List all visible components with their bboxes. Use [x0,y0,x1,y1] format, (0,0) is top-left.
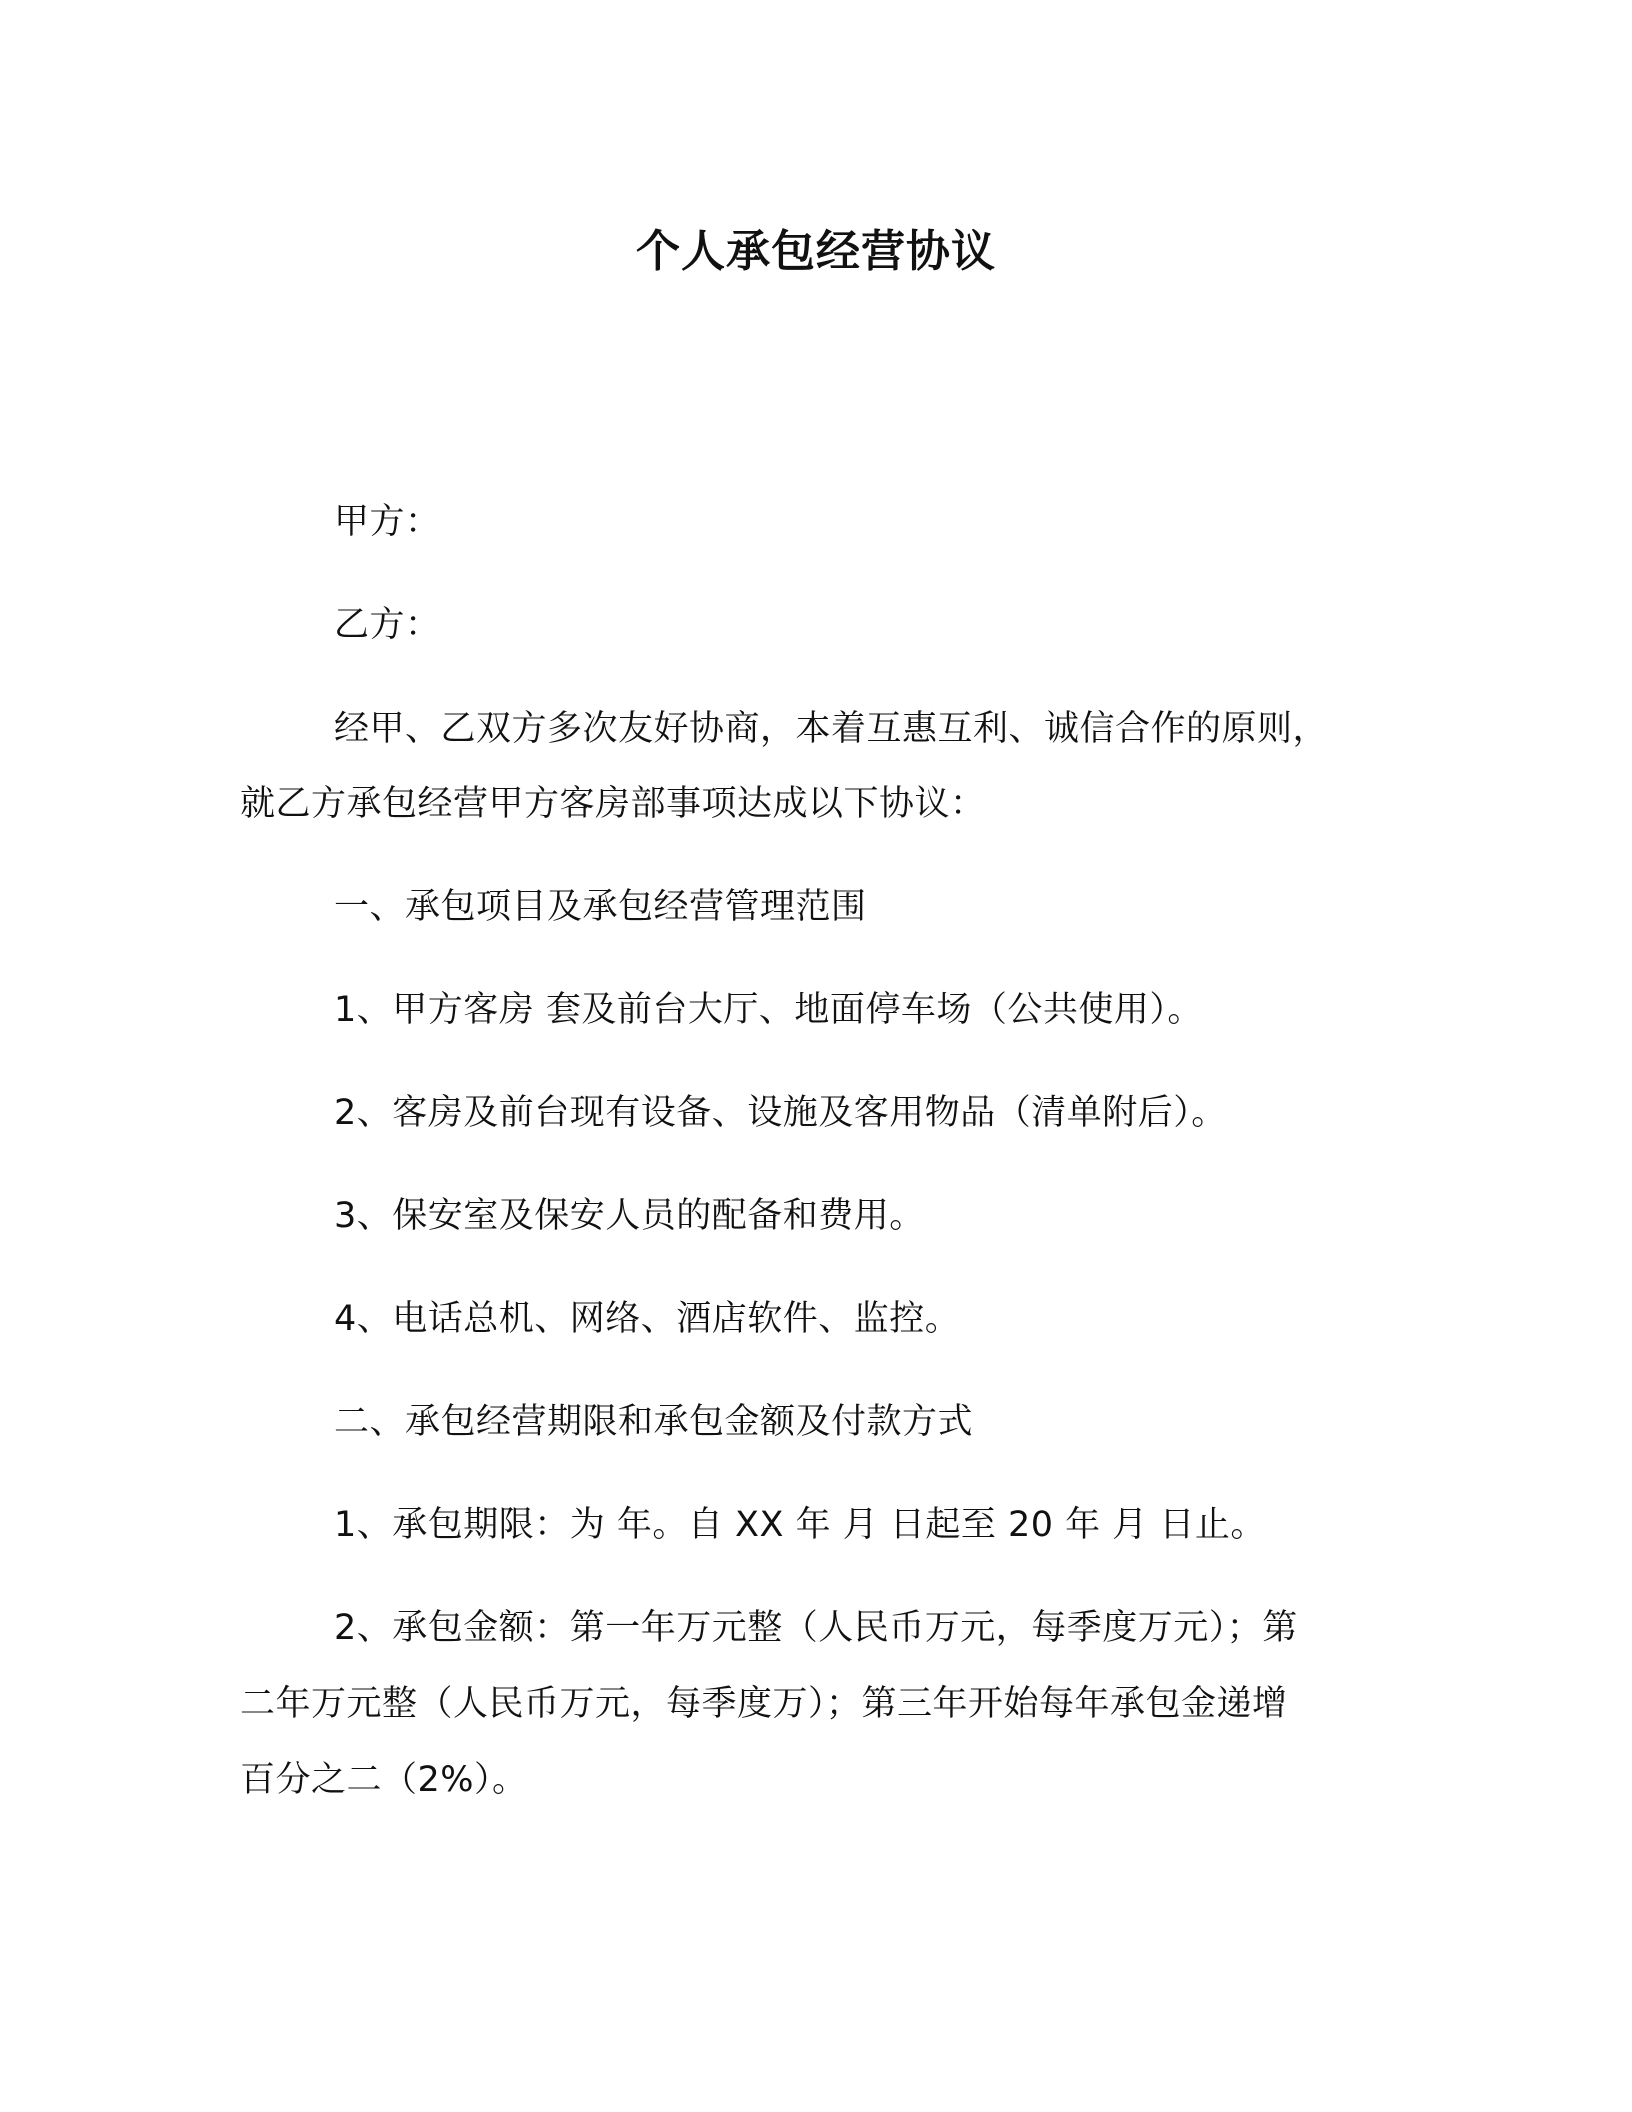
section-2-item-2-line-3: 百分之二（2%）。 [240,1760,528,1800]
section-1-item-2: 2、客房及前台现有设备、设施及客用物品（清单附后）。 [334,1093,1227,1133]
section-2-item-1: 1、承包期限：为 年。自 XX 年 月 日起至 20 年 月 日止。 [334,1505,1266,1545]
intro-paragraph-line-2: 就乙方承包经营甲方客房部事项达成以下协议： [240,784,986,824]
section-1-item-1: 1、甲方客房 套及前台大厅、地面停车场（公共使用）。 [334,990,1203,1030]
intro-paragraph-line-1: 经甲、乙双方多次友好协商，本着互惠互利、诚信合作的原则， [334,709,1329,749]
section-1-item-3: 3、保安室及保安人员的配备和费用。 [334,1196,925,1236]
section-1-heading: 一、承包项目及承包经营管理范围 [334,887,867,927]
section-2-item-2-line-2: 二年万元整（人民币万元，每季度万）；第三年开始每年承包金递增 [240,1684,1288,1724]
party-b-line: 乙方： [334,605,441,645]
party-a-line: 甲方： [334,502,441,542]
section-2-heading: 二、承包经营期限和承包金额及付款方式 [334,1402,974,1442]
document-title: 个人承包经营协议 [636,226,996,277]
section-2-item-2-line-1: 2、承包金额：第一年万元整（人民币万元，每季度万元）；第 [334,1608,1298,1648]
section-1-item-4: 4、电话总机、网络、酒店软件、监控。 [334,1299,961,1339]
